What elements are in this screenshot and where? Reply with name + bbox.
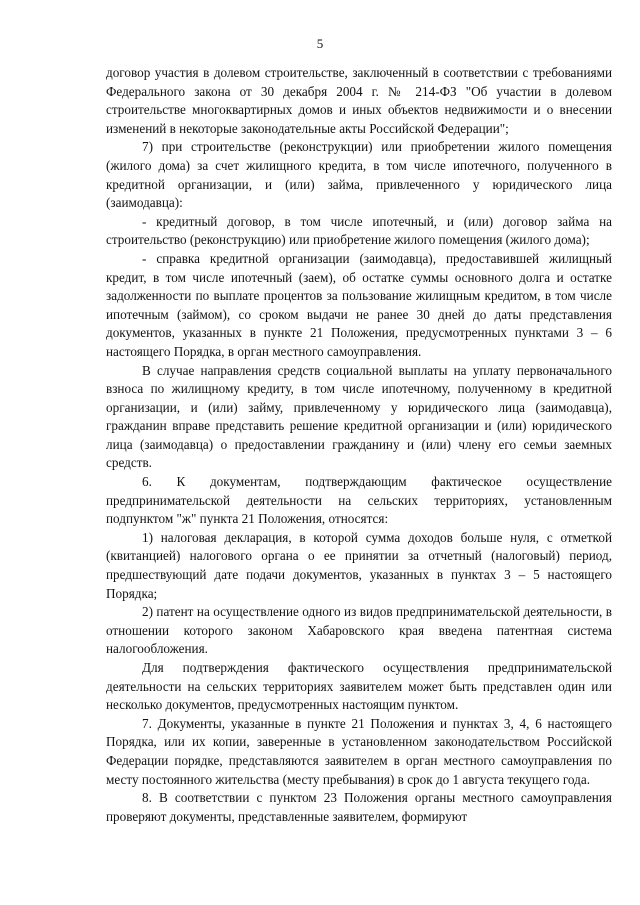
page-number: 5 (316, 36, 324, 51)
paragraph-continuation: договор участия в долевом строительстве, заключенный в соответствии с требованиями Федерального закона от 30 декабря 2004 г. № 214-ФЗ "Об участии в долевом строительстве многоквартирных домов и иных объектов недвижимости и о внесении изменений в некоторые законодательные акты Российской Федерации"; (106, 65, 612, 136)
paragraph-confirmation: Для подтверждения фактического осуществления предпринимательской деятельности на сельских территориях заявителем может быть представлен один или несколько документов, предусмотренных настоящим пунктом. (106, 660, 612, 713)
paragraph-item-7: 7) при строительстве (реконструкции) или приобретении жилого помещения (жилого дома) за счет жилищного кредита, в том числе ипотечного, полученного в кредитной организации, и (или) займа, привлеченного у юридического лица (заимодавца): (106, 139, 612, 211)
paragraph-bank-certificate: - справка кредитной организации (заимодавца), предоставившей жилищный кредит, в том числе ипотечный (заем), об остатке суммы основного долга и остатке задолженности по выплате процентов за пользование жилищным кредитом, в том числе ипотечным (займом), со сроком выдачи не ранее 30 дней до даты представления документов, указанных в пункте 21 Положения, предусмотренных пунктами 3 – 6 настоящего Порядка, в орган местного самоуправления. (106, 250, 612, 359)
paragraph-section-7: 7. Документы, указанные в пункте 21 Положения и пунктах 3, 4, 6 настоящего Порядка, или их копии, заверенные в установленном законодательством Российской Федерации порядке, представляются заявителем в орган местного самоуправления по месту постоянного жительства (месту пребывания) в срок до 1 августа текущего года. (106, 715, 612, 787)
paragraph-credit-agreement: - кредитный договор, в том числе ипотечный, и (или) договор займа на строительство (реконструкцию) или приобретение жилого помещения (жилого дома); (106, 213, 612, 248)
paragraph-section-8: 8. В соответствии с пунктом 23 Положения органы местного самоуправления проверяют документы, представленные заявителем, формируют (106, 790, 612, 824)
paragraph-tax-declaration: 1) налоговая декларация, в которой сумма доходов больше нуля, с отметкой (квитанцией) налогового органа о ее принятии за отчетный (налоговый) период, предшествующий дате подачи документов, указанных в пунктах 3 – 5 настоящего Порядка; (106, 529, 612, 601)
paragraph-patent: 2) патент на осуществление одного из видов предпринимательской деятельности, в отношении которого законом Хабаровского края введена патентная система налогообложения. (106, 604, 612, 657)
paragraph-first-payment: В случае направления средств социальной выплаты на уплату первоначального взноса по жилищному кредиту, в том числе ипотечному, полученному в кредитной организации, и (или) займу, привлеченному у юридического лица (заимодавца), гражданин вправе представить решение кредитной организации и (или) юридического лица (заимодавца) о предоставлении гражданину и (или) члену его семьи заемных средств. (106, 362, 612, 471)
document-body (106, 64, 612, 826)
paragraph-section-6: 6. К документам, подтверждающим фактическое осуществление предпринимательской деятельности на сельских территориях, установленным подпунктом "ж" пункта 21 Положения, относятся: (106, 474, 612, 527)
